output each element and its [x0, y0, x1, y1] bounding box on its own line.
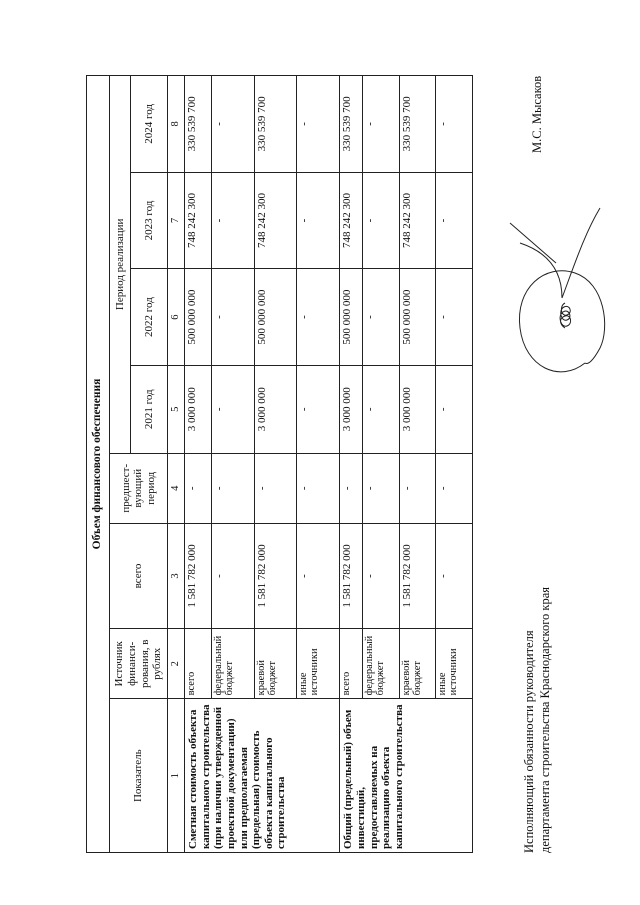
value-cell: - — [297, 269, 340, 366]
value-cell: 748 242 300 — [399, 172, 436, 269]
column-number: 3 — [168, 523, 185, 628]
column-number: 2 — [168, 629, 185, 699]
value-cell: - — [436, 76, 473, 173]
header-year-2023: 2023 год — [131, 172, 168, 269]
value-cell: - — [436, 453, 473, 523]
value-cell: - — [297, 523, 340, 628]
value-cell: - — [363, 523, 400, 628]
financing-table — [86, 75, 473, 853]
header-implementation-period: Период реализации — [110, 76, 131, 454]
column-number: 7 — [168, 172, 185, 269]
table-row — [340, 76, 363, 853]
value-cell: 330 539 700 — [185, 76, 212, 173]
value-cell: 3 000 000 — [399, 365, 436, 453]
header-year-2021: 2021 год — [131, 365, 168, 453]
value-cell: 3 000 000 — [254, 365, 297, 453]
table-title: Объем финансового обеспечения — [87, 76, 110, 853]
handwritten-signature — [490, 183, 630, 423]
value-cell: 500 000 000 — [399, 269, 436, 366]
indicator-cell: Общий (предельный) объем инвестиций, предоставляемых на реализацию объекта капитального строительства — [340, 699, 473, 853]
column-number: 1 — [168, 699, 185, 853]
value-cell: 1 581 782 000 — [254, 523, 297, 628]
column-number: 6 — [168, 269, 185, 366]
value-cell: 1 581 782 000 — [185, 523, 212, 628]
signature-block — [490, 73, 630, 853]
signatory-position-line: департамента строительства Краснодарского края — [537, 586, 552, 853]
signatory-position — [522, 587, 553, 853]
header-previous-period: предшест-вующий период — [110, 453, 168, 523]
value-cell: - — [363, 172, 400, 269]
value-cell: - — [297, 365, 340, 453]
column-number: 8 — [168, 76, 185, 173]
value-cell: - — [185, 453, 212, 523]
source-cell: всего — [340, 629, 363, 699]
value-cell: - — [211, 523, 254, 628]
header-year-2022: 2022 год — [131, 269, 168, 366]
value-cell: 748 242 300 — [185, 172, 212, 269]
value-cell: - — [363, 76, 400, 173]
value-cell: - — [211, 365, 254, 453]
signatory-name: М.С. Мысаков — [530, 75, 544, 153]
value-cell: 500 000 000 — [254, 269, 297, 366]
value-cell: 748 242 300 — [340, 172, 363, 269]
value-cell: - — [297, 172, 340, 269]
value-cell: 330 539 700 — [399, 76, 436, 173]
value-cell: - — [436, 365, 473, 453]
table-row — [185, 76, 212, 853]
value-cell: - — [436, 269, 473, 366]
source-cell: федеральный бюджет — [211, 629, 254, 699]
column-number: 5 — [168, 365, 185, 453]
signatory-position-line: Исполняющий обязанности руководителя — [522, 630, 536, 853]
value-cell: - — [211, 172, 254, 269]
value-cell: - — [254, 453, 297, 523]
value-cell: - — [340, 453, 363, 523]
header-source: Источник финанси-рования, в рублях — [110, 629, 168, 699]
value-cell: - — [399, 453, 436, 523]
value-cell: - — [363, 453, 400, 523]
financing-table-container — [86, 75, 473, 853]
value-cell: - — [363, 269, 400, 366]
value-cell: 1 581 782 000 — [399, 523, 436, 628]
value-cell: - — [436, 172, 473, 269]
value-cell: 500 000 000 — [185, 269, 212, 366]
header-indicator: Показатель — [110, 699, 168, 853]
header-total: всего — [110, 523, 168, 628]
value-cell: 3 000 000 — [340, 365, 363, 453]
value-cell: - — [211, 269, 254, 366]
value-cell: 500 000 000 — [340, 269, 363, 366]
value-cell: - — [297, 76, 340, 173]
source-cell: иные источники — [436, 629, 473, 699]
column-number: 4 — [168, 453, 185, 523]
source-cell: федеральный бюджет — [363, 629, 400, 699]
header-year-2024: 2024 год — [131, 76, 168, 173]
value-cell: 3 000 000 — [185, 365, 212, 453]
value-cell: 1 581 782 000 — [340, 523, 363, 628]
source-cell: краевой бюджет — [254, 629, 297, 699]
value-cell: - — [211, 453, 254, 523]
value-cell: 748 242 300 — [254, 172, 297, 269]
value-cell: - — [436, 523, 473, 628]
value-cell: - — [297, 453, 340, 523]
value-cell: - — [363, 365, 400, 453]
source-cell: всего — [185, 629, 212, 699]
source-cell: иные источники — [297, 629, 340, 699]
indicator-cell: Сметная стоимость объекта капитального строительства (при наличии утвержденной проектной документации) или предполагаемая (предельная) стоимость объекта капитального строительства — [185, 699, 340, 853]
value-cell: 330 539 700 — [254, 76, 297, 173]
source-cell: краевой бюджет — [399, 629, 436, 699]
value-cell: - — [211, 76, 254, 173]
value-cell: 330 539 700 — [340, 76, 363, 173]
